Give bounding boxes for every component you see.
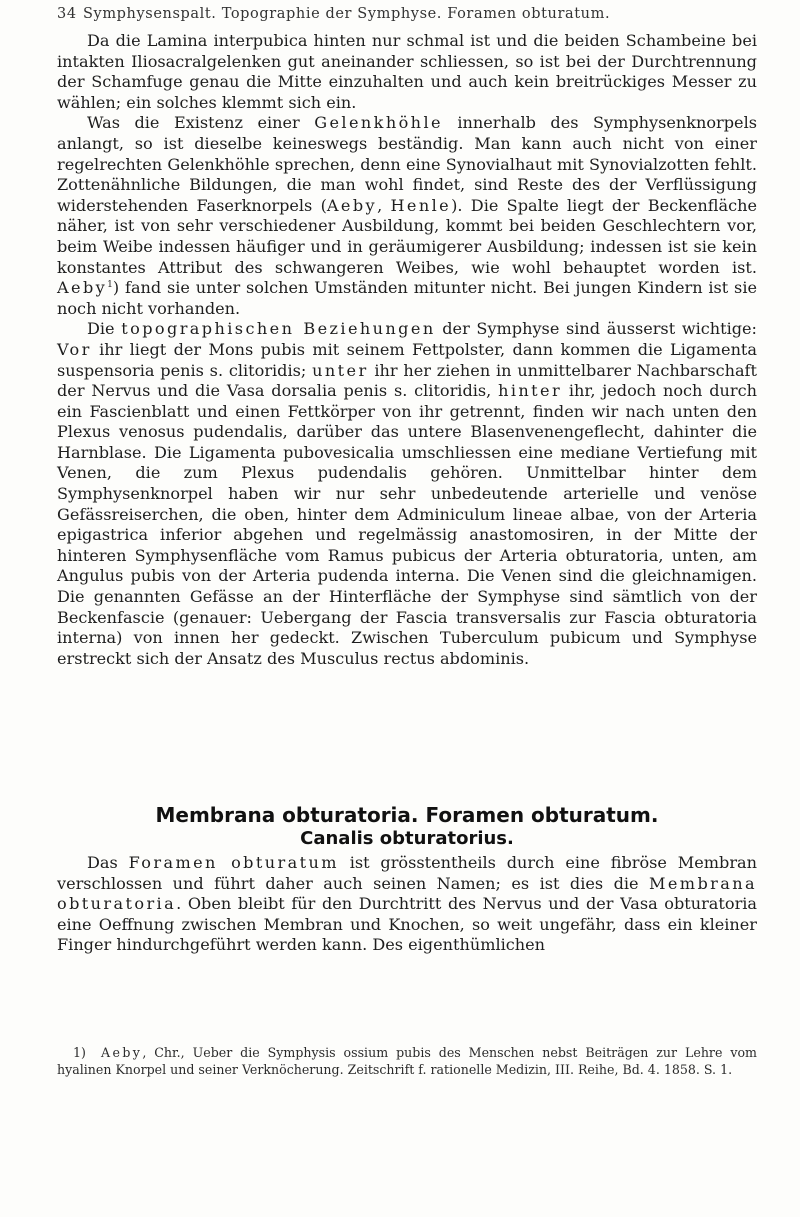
main-text-lower [57,853,757,956]
text-span: der Symphyse sind äusserst wichtige: [435,319,757,339]
footnote [57,1045,757,1078]
running-title: Symphysenspalt. Topographie der Symphyse. Foramen obturatum. [83,6,611,22]
paragraph-gelenkhoehle [57,113,757,319]
text-span: ist grösstentheils durch eine fibröse Membran verschlossen und führt daher auch seinen Namen; es ist dies die [57,853,757,893]
section-heading: Membrana obturatoria. Foramen obturatum. [155,803,659,827]
text-span: Die [87,319,122,339]
footnote-marker: 1 [107,280,113,291]
paragraph-topographie [57,319,757,669]
text-span: ). Die Spalte liegt der Beckenfläche näher, ist von sehr verschiedener Ausbildung, kommt bei beiden Geschlechtern vor, beim Weibe indessen häufiger und in geräumigerer Ausbildung; indessen ist sie kein konstantes Attribut des schwangeren Weibes, wie wohl behauptet worden ist. [57,195,757,277]
text-span: ihr liegt der Mons pubis mit seinem Fettpolster, dann kommen die Ligamenta suspensoria penis s. clitoridis; [57,339,757,380]
section-subheading: Canalis obturatorius. [300,828,514,849]
spaced-term: unter [312,360,369,380]
spaced-term: hinter [498,381,563,401]
text-span: Was die Existenz einer [87,113,315,133]
spaced-term: Gelenkhöhle [314,113,443,133]
spaced-term: Membrana obturatoria [57,873,757,914]
page-number: 34 [57,6,77,22]
paragraph-foramen-obturatum [57,853,757,956]
author-name: Aeby [57,278,108,298]
footnote-label: 1) [73,1045,86,1060]
text-span: Das [87,853,129,872]
running-head [57,6,747,22]
text-span: . Oben bleibt für den Durchtritt des Nervus und der Vasa obturatoria eine Oeffnung zwischen Membran und Knochen, so weit ungefähr, dass ein kleiner Finger hindurchgeführt werden kann. Des eigenthümlichen [57,894,757,955]
spaced-term: Foramen obturatum [128,853,339,872]
footnote-author: Aeby [101,1045,143,1060]
text-span: ihr, jedoch noch durch ein Fascienblatt und einen Fettkörper von ihr getrennt, finden wir nach unten den Plexus venosus pudendalis, darüber das untere Blasenvenengeflecht, dahinter die Harnblase. Die Ligamenta pubovesicalia umschliessen eine mediane Vertiefung mit Venen, die zum Plexus pudendalis gehören. Unmittelbar hinter dem Symphysenknorpel haben wir nur sehr unbedeutende arterielle und venöse Gefässreiserchen, die oben, hinter dem Adminiculum lineae albae, von der Arteria epigastrica inferior abgehen und regelmässig anastomosiren, in der Mitte der hinteren Symphysenfläche vom Ramus pubicus der Arteria obturatoria, unten, am Angulus pubis von der Arteria pudenda interna. Die Venen sind die gleichnamigen. Die genannten Gefässe an der Hinterfläche der Symphyse sind sämtlich von der Beckenfascie (genauer: Uebergang der Fascia transversalis zur Fascia obturatoria interna) von innen her gedeckt. Zwischen Tuberculum pubicum und Symphyse erstreckt sich der Ansatz des Musculus rectus abdominis. [57,381,757,668]
main-text-upper [57,31,757,669]
author-name: Aeby [326,195,378,215]
author-name: Henle [390,195,452,215]
text-span: ihr her ziehen in unmittelbarer Nachbarschaft der Nervus und die Vasa dorsalia penis s. clitoridis, [57,360,757,401]
spaced-term: Vor [57,339,92,359]
spaced-term: topographischen Beziehungen [121,319,436,339]
text-span: innerhalb des Symphysenknorpels anlangt, so ist dieselbe keineswegs beständig. Man kann auch nicht von einer regelrechten Gelenkhöhle sprechen, denn eine Synovialhaut mit Synovialzotten fehlt. Zottenähnliche Bildungen, die man wohl findet, sind Reste des der Verflüssigung widerstehenden Faserknorpels ( [57,113,757,215]
text-span: , [377,195,391,215]
paragraph-lamina-interpubica: Da die Lamina interpubica hinten nur schmal ist und die beiden Schambeine bei intakten Iliosacralgelenken gut aneinander schliessen, so ist bei der Durchtrennung der Schamfuge genau die Mitte einzuhalten und auch kein breitrückiges Messer zu wählen; ein solches klemmt sich ein. [57,31,757,112]
footnote-text: , Chr., Ueber die Symphysis ossium pubis des Menschen nebst Beiträgen zur Lehre vom hyalinen Knorpel und seiner Verknöcherung. Zeitschrift f. rationelle Medizin, III. Reihe, Bd. 4. 1858. S. 1. [57,1045,757,1077]
text-span: ) fand sie unter solchen Umständen mitunter nicht. Bei jungen Kindern ist sie noch nicht vorhanden. [57,278,757,318]
